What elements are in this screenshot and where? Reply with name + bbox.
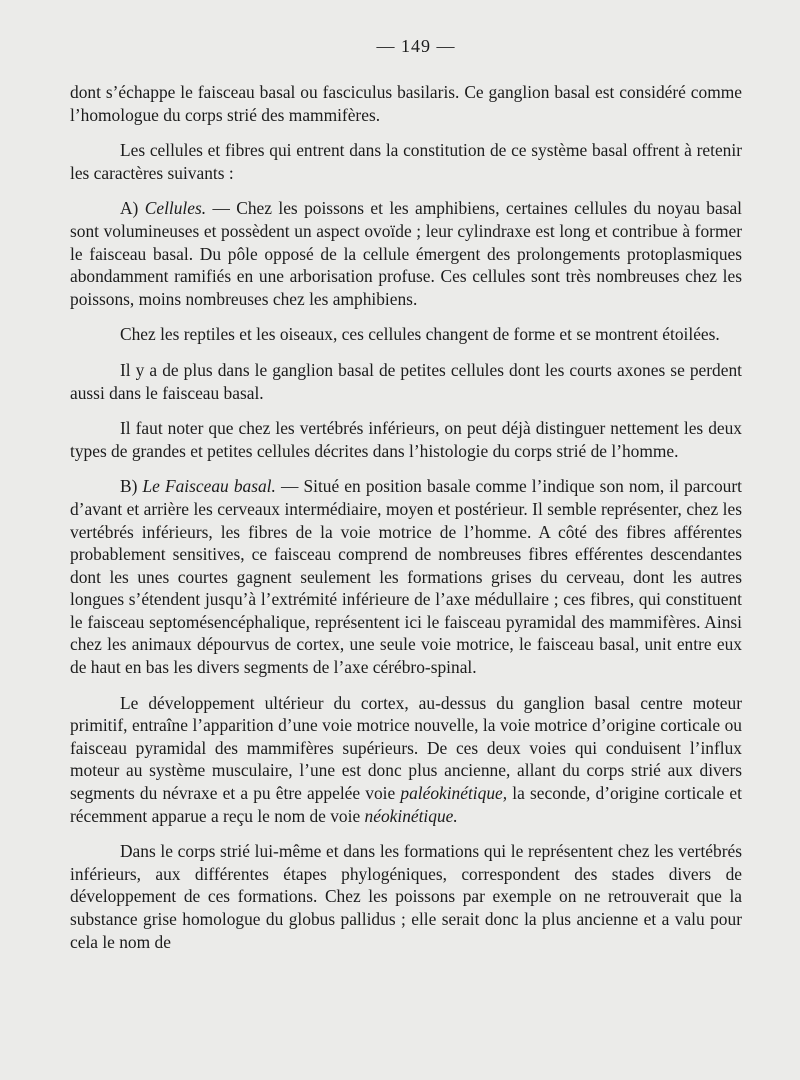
paragraph-intro-characteristics: [70, 139, 742, 184]
paragraph-text: la seconde, d’origine corticale et récemment apparue a reçu le nom de voie: [70, 783, 742, 826]
paragraph-text: — Situé en position basale comme l’indique son nom, il parcourt d’avant et arrière les cerveaux intermédiaire, moyen et postérieur. Il semble représenter, chez les vertébrés inférieurs, les fibres de la voie motrice de l’homme. A côté des fibres afférentes probablement sensitives, ce faisceau comprend de nombreuses fibres efférentes descendantes dont les unes courtes gagnent seulement les formations grises du cerveau, dont les autres longues s’étendent jusqu’à l’extrémité inférieure de l’axe médullaire ; ces fibres, qui constituent le faisceau septomésencéphalique, représentent ici le faisceau pyramidal des mammifères. Ainsi chez les animaux dépourvus de cortex, une seule voie motrice, le faisceau basal, unit entre eux de haut en bas les divers segments de l’axe cérébro-spinal.: [70, 476, 742, 678]
paragraph-text: dont s’échappe le faisceau basal ou fasciculus basilaris. Ce ganglion basal est considéré comme l’homologue du corps strié des mammifères.: [70, 82, 742, 125]
paragraph-text: Chez les reptiles et les oiseaux, ces cellules changent de forme et se montrent étoilées.: [120, 324, 720, 345]
paragraph-text: Les cellules et fibres qui entrent dans la constitution de ce système basal offrent à retenir les caractères suivants :: [70, 140, 742, 183]
paragraph-small-cells: [70, 359, 742, 404]
paragraph-text: Il y a de plus dans le ganglion basal de petites cellules dont les courts axones se perdent aussi dans le faisceau basal.: [70, 359, 742, 403]
paragraph-section-a-cells: [70, 197, 742, 310]
section-label: B): [120, 476, 143, 497]
section-title-italic: Le Faisceau basal.: [142, 476, 276, 497]
paragraph-text: Le développement ultérieur du cortex, au-dessus du ganglion basal centre moteur primitif, entraîne l’apparition d’une voie motrice nouvelle, la voie motrice d’origine corticale ou faisceau pyramidal des mammifères supérieurs. De ces deux voies qui conduisent l’influx moteur au système musculaire, l’une est donc plus ancienne, allant du corps strié aux divers segments du névraxe et a pu être appelée voie: [70, 692, 742, 804]
paragraph-cell-types: [70, 417, 742, 462]
section-title-italic: Cellules.: [144, 198, 207, 219]
paragraph-continuation: [70, 81, 742, 126]
page-number: — 149 —: [376, 36, 456, 56]
paragraph-corpus-striatum: [70, 840, 742, 953]
paragraph-cortex-development: [70, 692, 742, 828]
term-italic: paléokinétique,: [400, 783, 508, 804]
term-italic: néokinétique.: [364, 805, 458, 826]
section-label: A): [120, 198, 145, 219]
paragraph-text: Dans le corps strié lui-même et dans les formations qui le représentent chez les vertébrés inférieurs, aux différentes étapes phylogéniques, correspondent des stades divers de développement de ces formations. Chez les poissons par exemple on ne retrouverait que la substance grise homologue du globus pallidus ; elle serait donc la plus ancienne et a valu pour cela le nom de: [70, 841, 742, 952]
paragraph-reptiles-birds: [70, 323, 742, 346]
paragraph-text: Il faut noter que chez les vertébrés inférieurs, on peut déjà distinguer nettement les deux types de grandes et petites cellules décrites dans l’histologie du corps strié de l’homme.: [70, 418, 742, 461]
paragraph-section-b-basal-bundle: [70, 475, 742, 678]
paragraph-text: — Chez les poissons et les amphibiens, certaines cellules du noyau basal sont volumineuses et possèdent un aspect ovoïde ; leur cylindraxe est long et contribue à former le faisceau basal. Du pôle opposé de la cellule émergent des prolongements protoplasmiques abondamment ramifiés en une arborisation profuse. Ces cellules sont très nombreuses chez les poissons, moins nombreuses chez les amphibiens.: [70, 198, 743, 309]
